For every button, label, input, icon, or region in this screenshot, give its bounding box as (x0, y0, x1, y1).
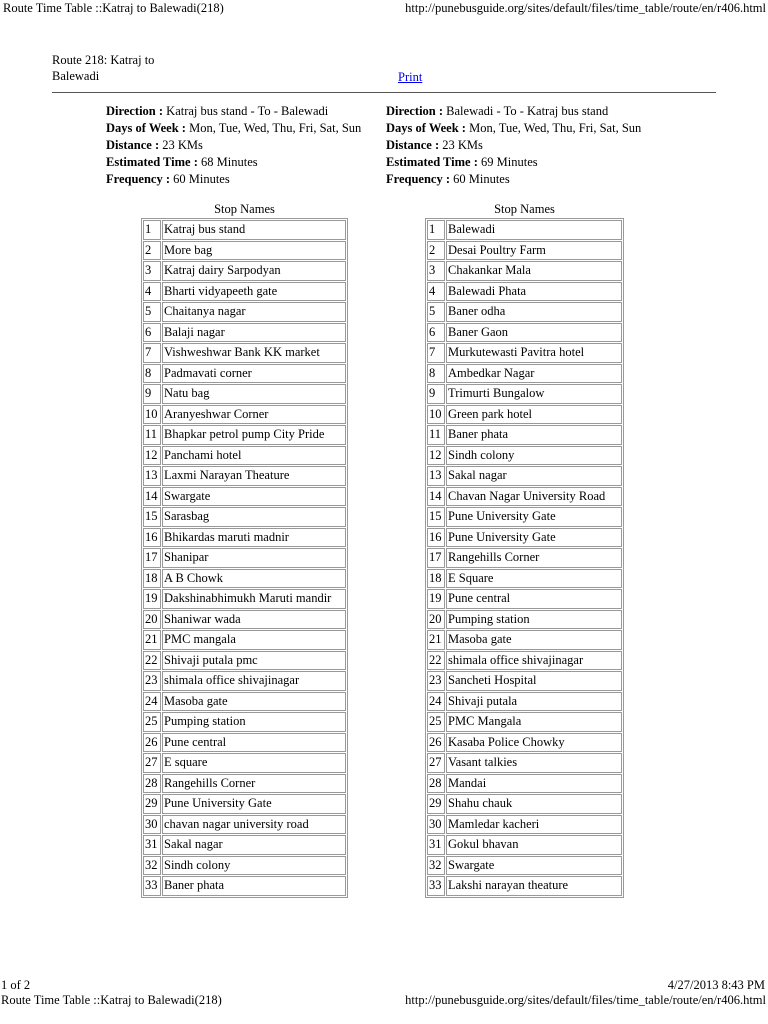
stop-name: Ambedkar Nagar (446, 364, 622, 384)
frequency-row (386, 171, 641, 188)
stop-number: 25 (143, 712, 161, 732)
stop-row (427, 446, 622, 466)
stop-number: 17 (143, 548, 161, 568)
stop-row (427, 548, 622, 568)
stop-row (427, 528, 622, 548)
stop-name: Sarasbag (162, 507, 346, 527)
stop-number: 7 (143, 343, 161, 363)
stop-row (427, 241, 622, 261)
stop-name: Bharti vidyapeeth gate (162, 282, 346, 302)
stop-row (427, 261, 622, 281)
direction-label: Direction : (386, 104, 444, 118)
stop-number: 16 (143, 528, 161, 548)
stop-number: 12 (143, 446, 161, 466)
stop-name: Pune central (446, 589, 622, 609)
right-stops-table (425, 218, 624, 898)
days-row (106, 120, 361, 137)
distance-row (106, 137, 361, 154)
stop-row (143, 446, 346, 466)
stop-row (427, 425, 622, 445)
stop-row (427, 630, 622, 650)
stop-row (143, 630, 346, 650)
stop-row (427, 343, 622, 363)
days-label: Days of Week : (106, 121, 186, 135)
stop-name: Rangehills Corner (162, 774, 346, 794)
stop-name: Kasaba Police Chowky (446, 733, 622, 753)
stop-name: Chaitanya nagar (162, 302, 346, 322)
stop-name: Rangehills Corner (446, 548, 622, 568)
stop-row (427, 302, 622, 322)
stop-row (143, 589, 346, 609)
stop-number: 30 (427, 815, 445, 835)
days-value: Mon, Tue, Wed, Thu, Fri, Sat, Sun (469, 121, 642, 135)
stop-number: 12 (427, 446, 445, 466)
stop-number: 24 (143, 692, 161, 712)
stop-row (143, 528, 346, 548)
stop-name: Mamledar kacheri (446, 815, 622, 835)
stop-row (143, 610, 346, 630)
stop-number: 13 (143, 466, 161, 486)
distance-value: 23 KMs (442, 138, 483, 152)
stop-number: 5 (427, 302, 445, 322)
stop-row (143, 405, 346, 425)
stop-number: 31 (143, 835, 161, 855)
stop-row (143, 241, 346, 261)
stop-row (427, 589, 622, 609)
stop-number: 3 (427, 261, 445, 281)
stop-number: 22 (427, 651, 445, 671)
stop-row (427, 815, 622, 835)
stops-header: Stop Names (494, 202, 555, 216)
stop-number: 22 (143, 651, 161, 671)
stop-row (143, 794, 346, 814)
stop-name: Sancheti Hospital (446, 671, 622, 691)
stop-number: 32 (427, 856, 445, 876)
stop-name: Padmavati corner (162, 364, 346, 384)
stop-row (427, 364, 622, 384)
stop-name: Sindh colony (446, 446, 622, 466)
stop-number: 10 (427, 405, 445, 425)
stop-name: Dakshinabhimukh Maruti mandir (162, 589, 346, 609)
stop-row (143, 425, 346, 445)
stop-number: 23 (143, 671, 161, 691)
time-value: 69 Minutes (481, 155, 538, 169)
stop-number: 6 (143, 323, 161, 343)
stop-name: Murkutewasti Pavitra hotel (446, 343, 622, 363)
stop-number: 9 (143, 384, 161, 404)
stop-number: 26 (427, 733, 445, 753)
stop-name: Sakal nagar (446, 466, 622, 486)
stop-row (427, 651, 622, 671)
stop-number: 19 (143, 589, 161, 609)
stop-number: 11 (427, 425, 445, 445)
stop-number: 27 (143, 753, 161, 773)
stop-number: 14 (427, 487, 445, 507)
stop-number: 4 (143, 282, 161, 302)
stop-name: Pune central (162, 733, 346, 753)
stop-row (143, 302, 346, 322)
stop-name: Pune University Gate (446, 528, 622, 548)
stop-name: Swargate (162, 487, 346, 507)
stop-row (427, 323, 622, 343)
stop-number: 26 (143, 733, 161, 753)
stop-number: 16 (427, 528, 445, 548)
stop-name: Bhikardas maruti madnir (162, 528, 346, 548)
stop-number: 33 (427, 876, 445, 896)
route-title: Route 218: Katraj to Balewadi (52, 53, 155, 83)
stop-number: 30 (143, 815, 161, 835)
stop-name: Katraj bus stand (162, 220, 346, 240)
stop-row (427, 856, 622, 876)
stop-row (143, 220, 346, 240)
footer-title: Route Time Table ::Katraj to Balewadi(218) (1, 993, 222, 1007)
stop-row (427, 671, 622, 691)
stop-row (143, 384, 346, 404)
stop-number: 29 (143, 794, 161, 814)
stop-row (427, 487, 622, 507)
frequency-value: 60 Minutes (173, 172, 230, 186)
right-direction-info (386, 103, 641, 188)
stop-name: Balewadi Phata (446, 282, 622, 302)
stop-number: 19 (427, 589, 445, 609)
stop-row (427, 220, 622, 240)
stop-name: chavan nagar university road (162, 815, 346, 835)
stop-name: Laxmi Narayan Theature (162, 466, 346, 486)
stop-number: 33 (143, 876, 161, 896)
stop-name: Vasant talkies (446, 753, 622, 773)
days-row (386, 120, 641, 137)
footer-url: http://punebusguide.org/sites/default/files/time_table/route/en/r406.html (405, 993, 766, 1007)
stop-name: Pune University Gate (446, 507, 622, 527)
time-label: Estimated Time : (386, 155, 478, 169)
stop-name: Swargate (446, 856, 622, 876)
stop-name: Shaniwar wada (162, 610, 346, 630)
stop-row (143, 282, 346, 302)
stop-number: 6 (427, 323, 445, 343)
stops-header: Stop Names (214, 202, 275, 216)
stop-name: Bhapkar petrol pump City Pride (162, 425, 346, 445)
right-stops-section (425, 202, 624, 898)
stop-number: 21 (427, 630, 445, 650)
print-header-url: http://punebusguide.org/sites/default/files/time_table/route/en/r406.html (405, 1, 766, 15)
stop-number: 20 (143, 610, 161, 630)
stop-number: 29 (427, 794, 445, 814)
stop-row (143, 876, 346, 896)
left-stops-section (141, 202, 348, 898)
stop-number: 18 (427, 569, 445, 589)
stop-row (427, 835, 622, 855)
stop-number: 2 (427, 241, 445, 261)
stop-name: A B Chowk (162, 569, 346, 589)
stop-number: 15 (427, 507, 445, 527)
distance-label: Distance : (386, 138, 440, 152)
stop-row (427, 753, 622, 773)
stop-name: shimala office shivajinagar (162, 671, 346, 691)
stop-name: Chavan Nagar University Road (446, 487, 622, 507)
stop-row (143, 364, 346, 384)
stop-row (427, 774, 622, 794)
time-label: Estimated Time : (106, 155, 198, 169)
stop-row (143, 733, 346, 753)
stop-number: 8 (427, 364, 445, 384)
stop-row (143, 466, 346, 486)
stop-row (143, 548, 346, 568)
stop-name: Pumping station (162, 712, 346, 732)
stop-row (143, 753, 346, 773)
stop-number: 32 (143, 856, 161, 876)
stop-row (143, 671, 346, 691)
stop-row (427, 610, 622, 630)
stop-name: Aranyeshwar Corner (162, 405, 346, 425)
stop-row (143, 835, 346, 855)
distance-label: Distance : (106, 138, 160, 152)
stop-row (143, 343, 346, 363)
stop-name: Pune University Gate (162, 794, 346, 814)
stop-name: Sakal nagar (162, 835, 346, 855)
stop-name: PMC mangala (162, 630, 346, 650)
stop-name: Baner odha (446, 302, 622, 322)
days-value: Mon, Tue, Wed, Thu, Fri, Sat, Sun (189, 121, 362, 135)
stop-number: 2 (143, 241, 161, 261)
stop-row (427, 876, 622, 896)
stop-number: 23 (427, 671, 445, 691)
stop-name: PMC Mangala (446, 712, 622, 732)
stop-row (427, 712, 622, 732)
stop-name: Green park hotel (446, 405, 622, 425)
stop-name: Katraj dairy Sarpodyan (162, 261, 346, 281)
time-row (386, 154, 641, 171)
stop-name: Gokul bhavan (446, 835, 622, 855)
stop-row (143, 323, 346, 343)
stop-name: Trimurti Bungalow (446, 384, 622, 404)
stop-name: Natu bag (162, 384, 346, 404)
stop-name: Balewadi (446, 220, 622, 240)
stop-name: Masoba gate (446, 630, 622, 650)
stop-number: 1 (143, 220, 161, 240)
stop-number: 1 (427, 220, 445, 240)
stop-number: 25 (427, 712, 445, 732)
frequency-value: 60 Minutes (453, 172, 510, 186)
frequency-label: Frequency : (386, 172, 450, 186)
print-header-title: Route Time Table ::Katraj to Balewadi(218) (3, 1, 224, 15)
stop-number: 20 (427, 610, 445, 630)
stop-name: Shanipar (162, 548, 346, 568)
stop-name: Panchami hotel (162, 446, 346, 466)
distance-value: 23 KMs (162, 138, 203, 152)
stop-number: 5 (143, 302, 161, 322)
stop-name: E square (162, 753, 346, 773)
stop-name: Sindh colony (162, 856, 346, 876)
stop-number: 27 (427, 753, 445, 773)
stop-number: 15 (143, 507, 161, 527)
direction-row (386, 103, 641, 120)
stop-name: More bag (162, 241, 346, 261)
stop-row (427, 733, 622, 753)
stop-number: 7 (427, 343, 445, 363)
stop-row (427, 282, 622, 302)
days-label: Days of Week : (386, 121, 466, 135)
stop-name: Mandai (446, 774, 622, 794)
left-direction-info (106, 103, 361, 188)
stop-number: 21 (143, 630, 161, 650)
footer-page-indicator: 1 of 2 (1, 978, 31, 992)
stop-name: Baner phata (162, 876, 346, 896)
stop-name: Masoba gate (162, 692, 346, 712)
stop-name: Vishweshwar Bank KK market (162, 343, 346, 363)
stop-name: Baner phata (446, 425, 622, 445)
direction-row (106, 103, 361, 120)
stop-number: 28 (427, 774, 445, 794)
direction-label: Direction : (106, 104, 164, 118)
direction-value: Balewadi - To - Katraj bus stand (446, 104, 609, 118)
time-row (106, 154, 361, 171)
stop-number: 13 (427, 466, 445, 486)
stop-number: 14 (143, 487, 161, 507)
distance-row (386, 137, 641, 154)
stop-row (143, 261, 346, 281)
frequency-label: Frequency : (106, 172, 170, 186)
stop-number: 4 (427, 282, 445, 302)
stop-row (143, 856, 346, 876)
stop-name: Shivaji putala pmc (162, 651, 346, 671)
time-value: 68 Minutes (201, 155, 258, 169)
stop-number: 31 (427, 835, 445, 855)
stop-name: Balaji nagar (162, 323, 346, 343)
stop-row (427, 507, 622, 527)
stop-row (427, 466, 622, 486)
stop-row (427, 569, 622, 589)
stop-number: 11 (143, 425, 161, 445)
print-link[interactable]: Print (398, 70, 423, 84)
stop-row (143, 815, 346, 835)
stop-row (143, 651, 346, 671)
stop-name: Chakankar Mala (446, 261, 622, 281)
stop-number: 10 (143, 405, 161, 425)
footer-datetime: 4/27/2013 8:43 PM (667, 978, 765, 992)
header-divider (52, 92, 716, 93)
stop-row (143, 692, 346, 712)
stop-number: 18 (143, 569, 161, 589)
stop-row (143, 569, 346, 589)
stop-row (143, 507, 346, 527)
stop-row (427, 405, 622, 425)
stop-row (143, 712, 346, 732)
direction-value: Katraj bus stand - To - Balewadi (166, 104, 329, 118)
stop-name: Shahu chauk (446, 794, 622, 814)
stop-name: Baner Gaon (446, 323, 622, 343)
stop-number: 3 (143, 261, 161, 281)
stop-number: 8 (143, 364, 161, 384)
stop-name: Desai Poultry Farm (446, 241, 622, 261)
stop-row (143, 774, 346, 794)
stop-row (427, 692, 622, 712)
stop-row (427, 384, 622, 404)
stop-name: shimala office shivajinagar (446, 651, 622, 671)
stop-name: Pumping station (446, 610, 622, 630)
stop-number: 28 (143, 774, 161, 794)
frequency-row (106, 171, 361, 188)
stop-number: 17 (427, 548, 445, 568)
stop-row (143, 487, 346, 507)
stop-name: Lakshi narayan theature (446, 876, 622, 896)
stop-number: 24 (427, 692, 445, 712)
stop-number: 9 (427, 384, 445, 404)
stop-row (427, 794, 622, 814)
stop-name: E Square (446, 569, 622, 589)
stop-name: Shivaji putala (446, 692, 622, 712)
left-stops-table (141, 218, 348, 898)
